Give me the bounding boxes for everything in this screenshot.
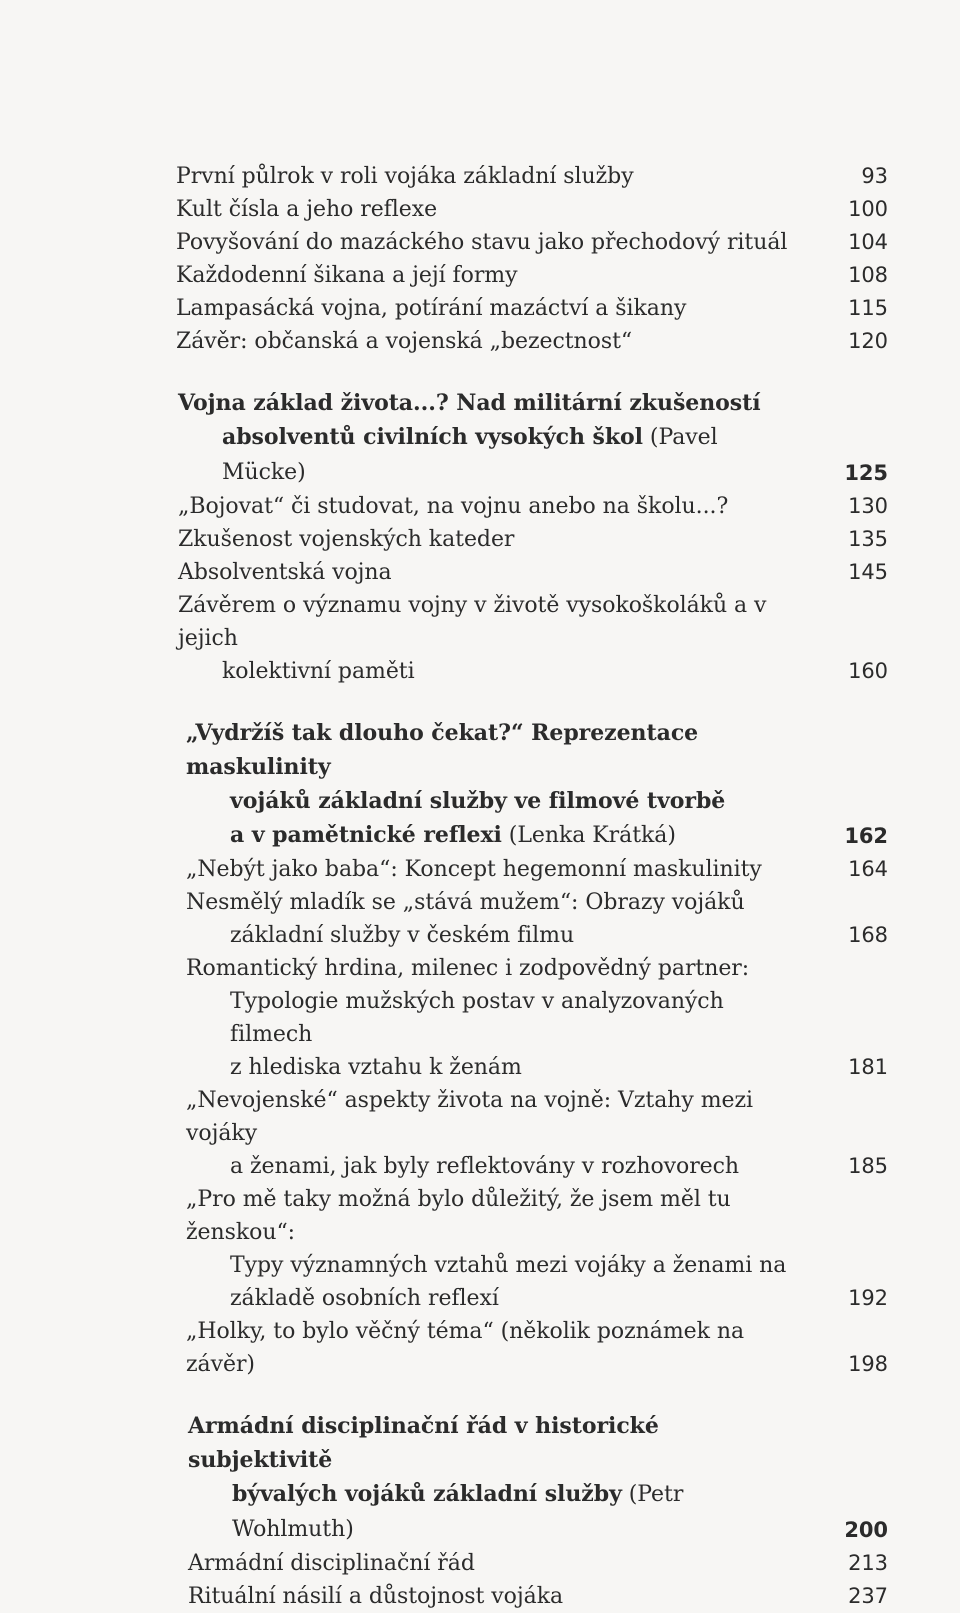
toc-entry-page: 145	[848, 560, 888, 584]
toc-entry-title: Armádní disciplinační řád	[188, 1551, 475, 1576]
toc-entry-title: „Holky, to bylo věčný téma“ (několik poznámek na závěr)	[186, 1319, 745, 1377]
toc-entry-title	[186, 952, 896, 1084]
toc-entry-line: Závěrem o významu vojny v životě vysokoškoláků a v jejich	[178, 593, 767, 651]
toc-entry[interactable]	[186, 952, 896, 1084]
toc-entry-page: 104	[848, 230, 888, 254]
toc-entry-page: 130	[848, 494, 888, 518]
toc-entry-line: Nesmělý mladík se „stává mužem“: Obrazy vojáků	[186, 890, 745, 915]
toc-entry-title	[186, 1084, 896, 1183]
toc-entry[interactable]	[178, 490, 896, 523]
chapter-heading-line	[186, 818, 806, 853]
toc-entry[interactable]	[186, 886, 896, 952]
toc-entry-line: základní služby v českém filmu	[230, 923, 575, 948]
toc-entry-title	[186, 1183, 896, 1315]
toc-entry-page: 185	[848, 1154, 888, 1178]
chapter-heading-title	[188, 1409, 896, 1547]
chapter-heading-line: Armádní disciplinační řád v historické subjektivitě	[188, 1413, 659, 1473]
toc-section-2	[178, 386, 896, 688]
toc-entry-page: 181	[848, 1055, 888, 1079]
toc-entry-page: 164	[848, 857, 888, 881]
toc-entry-title: „Nebýt jako baba“: Koncept hegemonní maskulinity	[186, 857, 762, 882]
toc-entry[interactable]	[176, 259, 896, 292]
chapter-heading[interactable]	[186, 716, 896, 853]
chapter-heading-line: „Vydržíš tak dlouho čekat?“ Reprezentace maskulinity	[186, 720, 699, 780]
chapter-heading[interactable]	[178, 386, 896, 490]
chapter-author: (Pavel Mücke)	[222, 425, 718, 485]
toc-entry-title: „Bojovat“ či studovat, na vojnu anebo na školu...?	[178, 494, 729, 519]
toc-entry-page: 93	[861, 164, 888, 188]
chapter-heading-line: Vojna základ života...? Nad militární zkušeností	[178, 390, 761, 416]
toc-entry-page: 135	[848, 527, 888, 551]
toc-section-4	[188, 1409, 896, 1613]
toc-entry[interactable]	[188, 1580, 896, 1613]
chapter-heading-page: 125	[844, 461, 888, 485]
toc-entry-line: kolektivní paměti	[222, 659, 415, 684]
toc-entry-page: 213	[848, 1551, 888, 1575]
toc-section-1	[176, 160, 896, 358]
chapter-author: (Lenka Krátká)	[501, 823, 676, 848]
toc-entry-title: Závěr: občanská a vojenská „bezectnost“	[176, 329, 633, 354]
chapter-heading-title	[178, 386, 896, 490]
chapter-author: (Petr Wohlmuth)	[232, 1482, 684, 1542]
toc-entry-page: 168	[848, 923, 888, 947]
toc-entry-line: Romantický hrdina, milenec i zodpovědný partner:	[186, 956, 750, 981]
chapter-heading-line-text: bývalých vojáků základní služby	[232, 1481, 622, 1507]
chapter-heading-page: 200	[844, 1518, 888, 1542]
toc-entry-title: První půlrok v roli vojáka základní služby	[176, 164, 634, 189]
toc-entry-title	[178, 589, 896, 688]
toc-entry-page: 160	[848, 659, 888, 683]
toc-entry-page: 198	[848, 1352, 888, 1376]
toc-entry[interactable]	[176, 292, 896, 325]
toc-entry-line: „Pro mě taky možná bylo důležitý, že jsem měl tu ženskou“:	[186, 1187, 731, 1245]
chapter-heading-line	[178, 420, 806, 490]
chapter-heading-line: vojáků základní služby ve filmové tvorbě	[230, 788, 726, 814]
table-of-contents	[176, 160, 896, 1613]
toc-entry-page: 100	[848, 197, 888, 221]
chapter-heading-line	[188, 1477, 806, 1547]
toc-entry-title: Kult čísla a jeho reflexe	[176, 197, 438, 222]
toc-entry-title: Každodenní šikana a její formy	[176, 263, 518, 288]
toc-entry-title: Lampasácká vojna, potírání mazáctví a šikany	[176, 296, 687, 321]
toc-entry[interactable]	[178, 589, 896, 688]
toc-section-3	[186, 716, 896, 1381]
toc-entry-title: Zkušenost vojenských kateder	[178, 527, 515, 552]
toc-entry[interactable]	[188, 1547, 896, 1580]
toc-entry-title: Absolventská vojna	[178, 560, 392, 585]
chapter-heading-line-text: absolventů civilních vysokých škol	[222, 424, 643, 450]
toc-entry-line: Typy významných vztahů mezi vojáky a ženami na	[230, 1253, 787, 1278]
toc-entry-line: a ženami, jak byly reflektovány v rozhovorech	[230, 1154, 740, 1179]
chapter-heading[interactable]	[188, 1409, 896, 1547]
toc-entry-page: 120	[848, 329, 888, 353]
toc-entry[interactable]	[176, 226, 896, 259]
toc-entry[interactable]	[186, 1315, 896, 1381]
toc-entry-title: Povyšování do mazáckého stavu jako přechodový rituál	[176, 230, 788, 255]
toc-entry-page: 115	[848, 296, 888, 320]
toc-entry-page: 108	[848, 263, 888, 287]
toc-entry[interactable]	[178, 556, 896, 589]
toc-entry-page: 192	[848, 1286, 888, 1310]
toc-entry-line: Typologie mužských postav v analyzovaných filmech	[230, 989, 724, 1047]
chapter-heading-line-text: a v pamětnické reflexi	[230, 822, 502, 848]
toc-entry[interactable]	[178, 523, 896, 556]
toc-entry-line: z hlediska vztahu k ženám	[230, 1055, 522, 1080]
toc-entry[interactable]	[176, 325, 896, 358]
toc-entry-title	[186, 886, 896, 952]
toc-entry-line: „Nevojenské“ aspekty života na vojně: Vztahy mezi vojáky	[186, 1088, 754, 1146]
toc-entry[interactable]	[176, 193, 896, 226]
toc-entry-line: základě osobních reflexí	[230, 1286, 499, 1311]
chapter-heading-page: 162	[844, 824, 888, 848]
toc-entry[interactable]	[176, 160, 896, 193]
toc-entry[interactable]	[186, 853, 896, 886]
chapter-heading-title	[186, 716, 896, 853]
toc-entry-page: 237	[848, 1584, 888, 1608]
toc-entry-title: Rituální násilí a důstojnost vojáka	[188, 1584, 564, 1609]
toc-entry[interactable]	[186, 1084, 896, 1183]
toc-entry[interactable]	[186, 1183, 896, 1315]
